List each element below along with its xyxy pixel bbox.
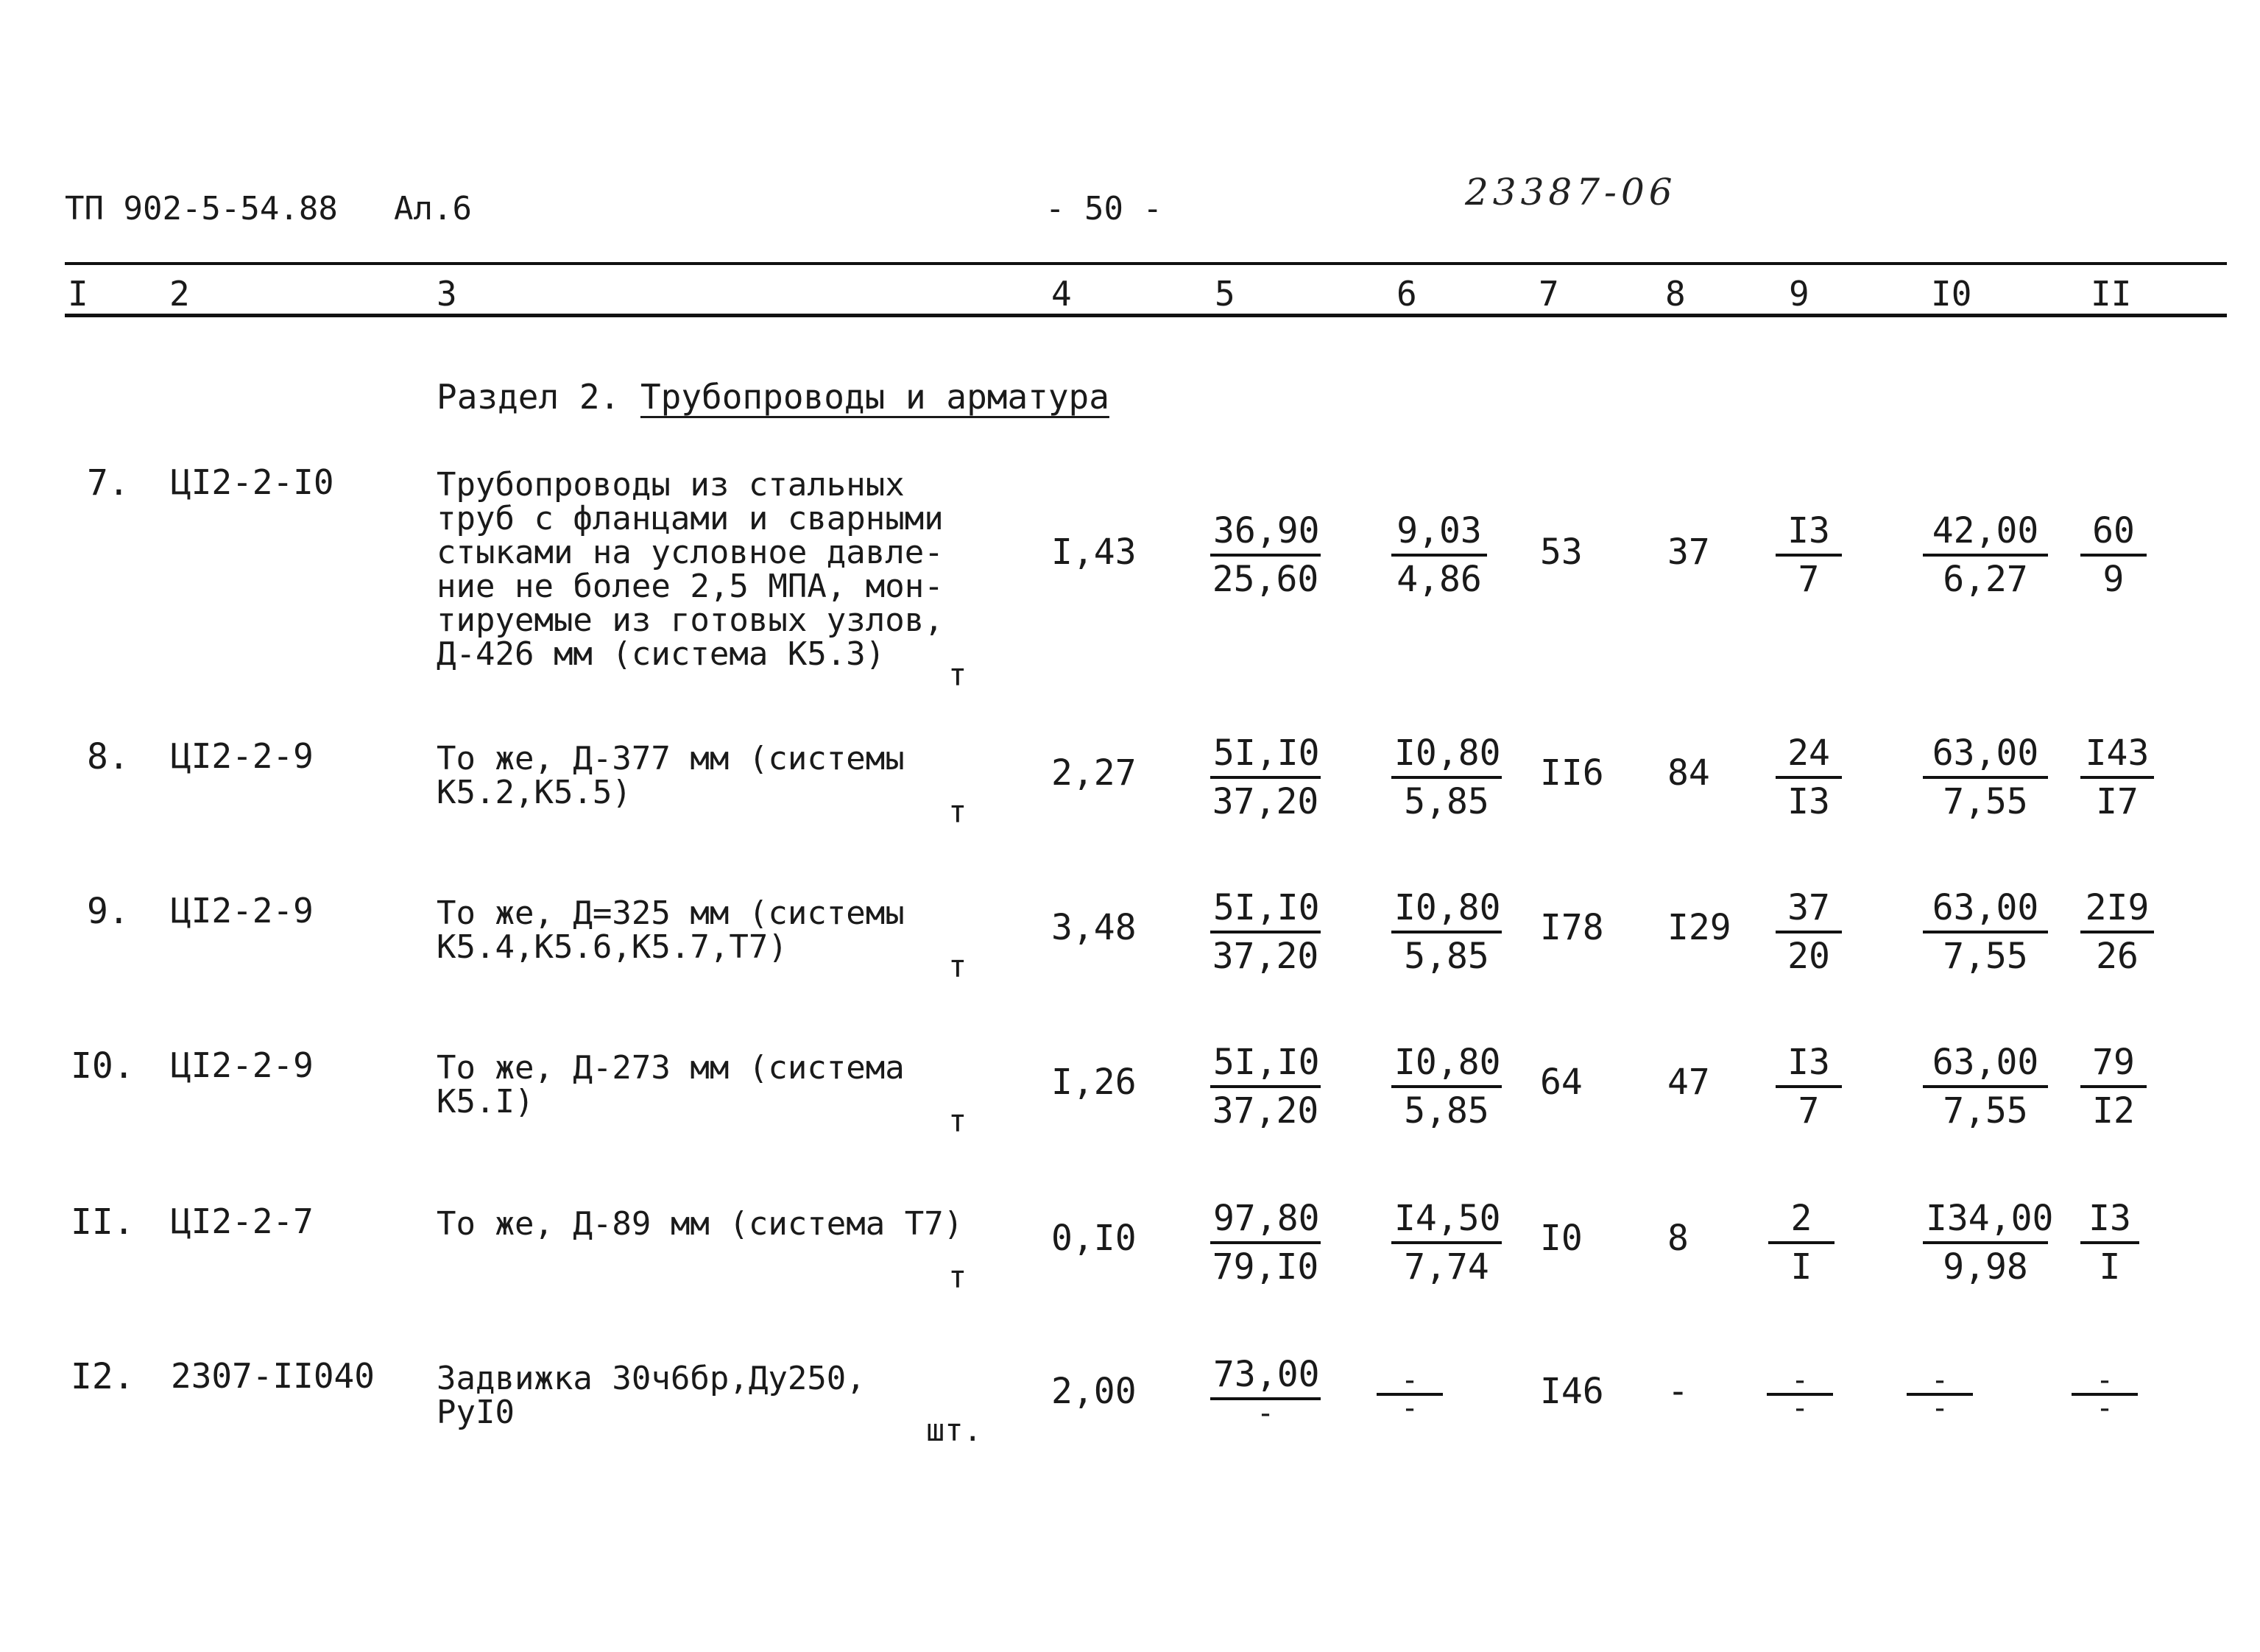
- cell-col11: $\frac{I43}{I7}$: [2080, 730, 2154, 825]
- cell-col10: $\frac{63,00}{7,55}$: [1923, 885, 2048, 979]
- unit-label: шт.: [926, 1412, 982, 1448]
- cell-col9: $\frac{I3}{7}$: [1776, 1039, 1842, 1134]
- cell-col7: I78: [1540, 907, 1604, 948]
- cell-col4: I,43: [1051, 532, 1137, 573]
- cell-col8: 37: [1667, 532, 1710, 573]
- cell-col10: $\frac{I34,00}{9,98}$: [1923, 1196, 2048, 1290]
- item-code: ЦI2-2-9: [171, 891, 314, 931]
- row-number: I0.: [71, 1045, 135, 1087]
- row-number: I2.: [71, 1356, 135, 1397]
- row-number: 8.: [87, 736, 130, 777]
- item-description: То же, Д=325 мм (системы К5.4,К5.6,К5.7,Т7): [437, 894, 905, 966]
- cell-col8: 47: [1667, 1062, 1710, 1103]
- unit-label: т: [948, 948, 967, 984]
- cell-col6: - -: [1377, 1368, 1443, 1421]
- column-number: 8: [1665, 274, 1686, 314]
- row-number: 7.: [87, 462, 130, 504]
- item-description: То же, Д-377 мм (системы К5.2,К5.5): [437, 740, 905, 811]
- item-code: 2307-II040: [171, 1356, 375, 1396]
- cell-col11: $\frac{79}{I2}$: [2080, 1039, 2147, 1134]
- cell-col4: I,26: [1051, 1062, 1137, 1103]
- item-description: Задвижка 30ч6бр,Ду250, РуI0: [437, 1360, 866, 1431]
- cell-col5: $\frac{97,80}{79,I0}$: [1210, 1196, 1321, 1290]
- cell-col7: 53: [1540, 532, 1583, 573]
- cell-col4: 3,48: [1051, 907, 1137, 948]
- document-id: ТП 902-5-54.88: [65, 190, 338, 227]
- item-code: ЦI2-2-9: [171, 736, 314, 776]
- cell-col7: II6: [1540, 752, 1604, 794]
- column-number: 5: [1215, 274, 1235, 314]
- cell-col6: $\frac{9,03}{4,86}$: [1391, 508, 1487, 602]
- column-number: 7: [1539, 274, 1559, 314]
- cell-col6: $\frac{I0,80}{5,85}$: [1391, 1039, 1502, 1134]
- cell-col5: $\frac{36,90}{25,60}$: [1210, 508, 1321, 602]
- cell-col8: -: [1667, 1371, 1689, 1412]
- cell-col5: 73,00 -: [1210, 1352, 1321, 1427]
- row-number: II.: [71, 1201, 135, 1243]
- cell-col5: $\frac{5I,I0}{37,20}$: [1210, 885, 1321, 979]
- cell-col7: I0: [1540, 1218, 1583, 1259]
- column-number: 6: [1396, 274, 1417, 314]
- column-number: I0: [1931, 274, 1972, 314]
- cell-col8: I29: [1667, 907, 1731, 948]
- column-number: II: [2091, 274, 2132, 314]
- cell-col10: $\frac{42,00}{6,27}$: [1923, 508, 2048, 602]
- cell-col9: $\frac{24}{I3}$: [1776, 730, 1842, 825]
- section-prefix: Раздел 2.: [437, 377, 621, 417]
- cell-col8: 84: [1667, 752, 1710, 794]
- header-top-rule: [65, 262, 2227, 265]
- cell-col11: $\frac{2I9}{26}$: [2080, 885, 2154, 979]
- cell-col5: $\frac{5I,I0}{37,20}$: [1210, 730, 1321, 825]
- header-bottom-rule: [65, 314, 2227, 317]
- unit-label: т: [948, 1103, 967, 1139]
- cell-col10: $\frac{63,00}{7,55}$: [1923, 730, 2048, 825]
- cell-col6: $\frac{I0,80}{5,85}$: [1391, 885, 1502, 979]
- cell-col4: 2,27: [1051, 752, 1137, 794]
- cell-col4: 0,I0: [1051, 1218, 1137, 1259]
- item-description: Трубопроводы из стальных труб с фланцами и сварными стыками на условное давле-ние не более 2,5 МПА, мон-тируемые из готовых узлов, Д-426 мм (система К5.3): [437, 466, 944, 673]
- cell-col6: $\frac{I0,80}{5,85}$: [1391, 730, 1502, 825]
- cell-col7: I46: [1540, 1371, 1604, 1412]
- cell-col11: - -: [2072, 1368, 2138, 1421]
- column-number: 3: [437, 274, 457, 314]
- cell-col10: $\frac{63,00}{7,55}$: [1923, 1039, 2048, 1134]
- cell-col7: 64: [1540, 1062, 1583, 1103]
- item-description: То же, Д-89 мм (система Т7): [437, 1205, 964, 1243]
- cell-col5: $\frac{5I,I0}{37,20}$: [1210, 1039, 1321, 1134]
- handwritten-code: 23387-06: [1465, 171, 1677, 213]
- cell-col11: $\frac{60}{9}$: [2080, 508, 2147, 602]
- cell-col11: $\frac{I3}{I}$: [2080, 1196, 2139, 1290]
- item-description: То же, Д-273 мм (система К5.I): [437, 1049, 905, 1120]
- cell-col10: - -: [1907, 1368, 1973, 1421]
- unit-label: т: [948, 657, 967, 693]
- column-number: 9: [1789, 274, 1809, 314]
- page-number: - 50 -: [1045, 190, 1162, 227]
- album-label: Ал.6: [394, 190, 472, 227]
- row-number: 9.: [87, 891, 130, 932]
- column-number: 4: [1051, 274, 1072, 314]
- section-heading: [437, 377, 1109, 417]
- column-number: I: [68, 274, 88, 314]
- item-code: ЦI2-2-I0: [171, 462, 334, 502]
- item-code: ЦI2-2-7: [171, 1201, 314, 1241]
- cell-col9: - -: [1767, 1368, 1833, 1421]
- cell-col9: $\frac{I3}{7}$: [1776, 508, 1842, 602]
- cell-col9: $\frac{2}{I}$: [1768, 1196, 1835, 1290]
- column-number: 2: [169, 274, 190, 314]
- cell-col6: $\frac{I4,50}{7,74}$: [1391, 1196, 1502, 1290]
- cell-col9: $\frac{37}{20}$: [1776, 885, 1842, 979]
- item-code: ЦI2-2-9: [171, 1045, 314, 1085]
- unit-label: т: [948, 1259, 967, 1295]
- cell-col4: 2,00: [1051, 1371, 1137, 1412]
- section-title: Трубопроводы и арматура: [640, 377, 1109, 417]
- cell-col8: 8: [1667, 1218, 1689, 1259]
- unit-label: т: [948, 794, 967, 830]
